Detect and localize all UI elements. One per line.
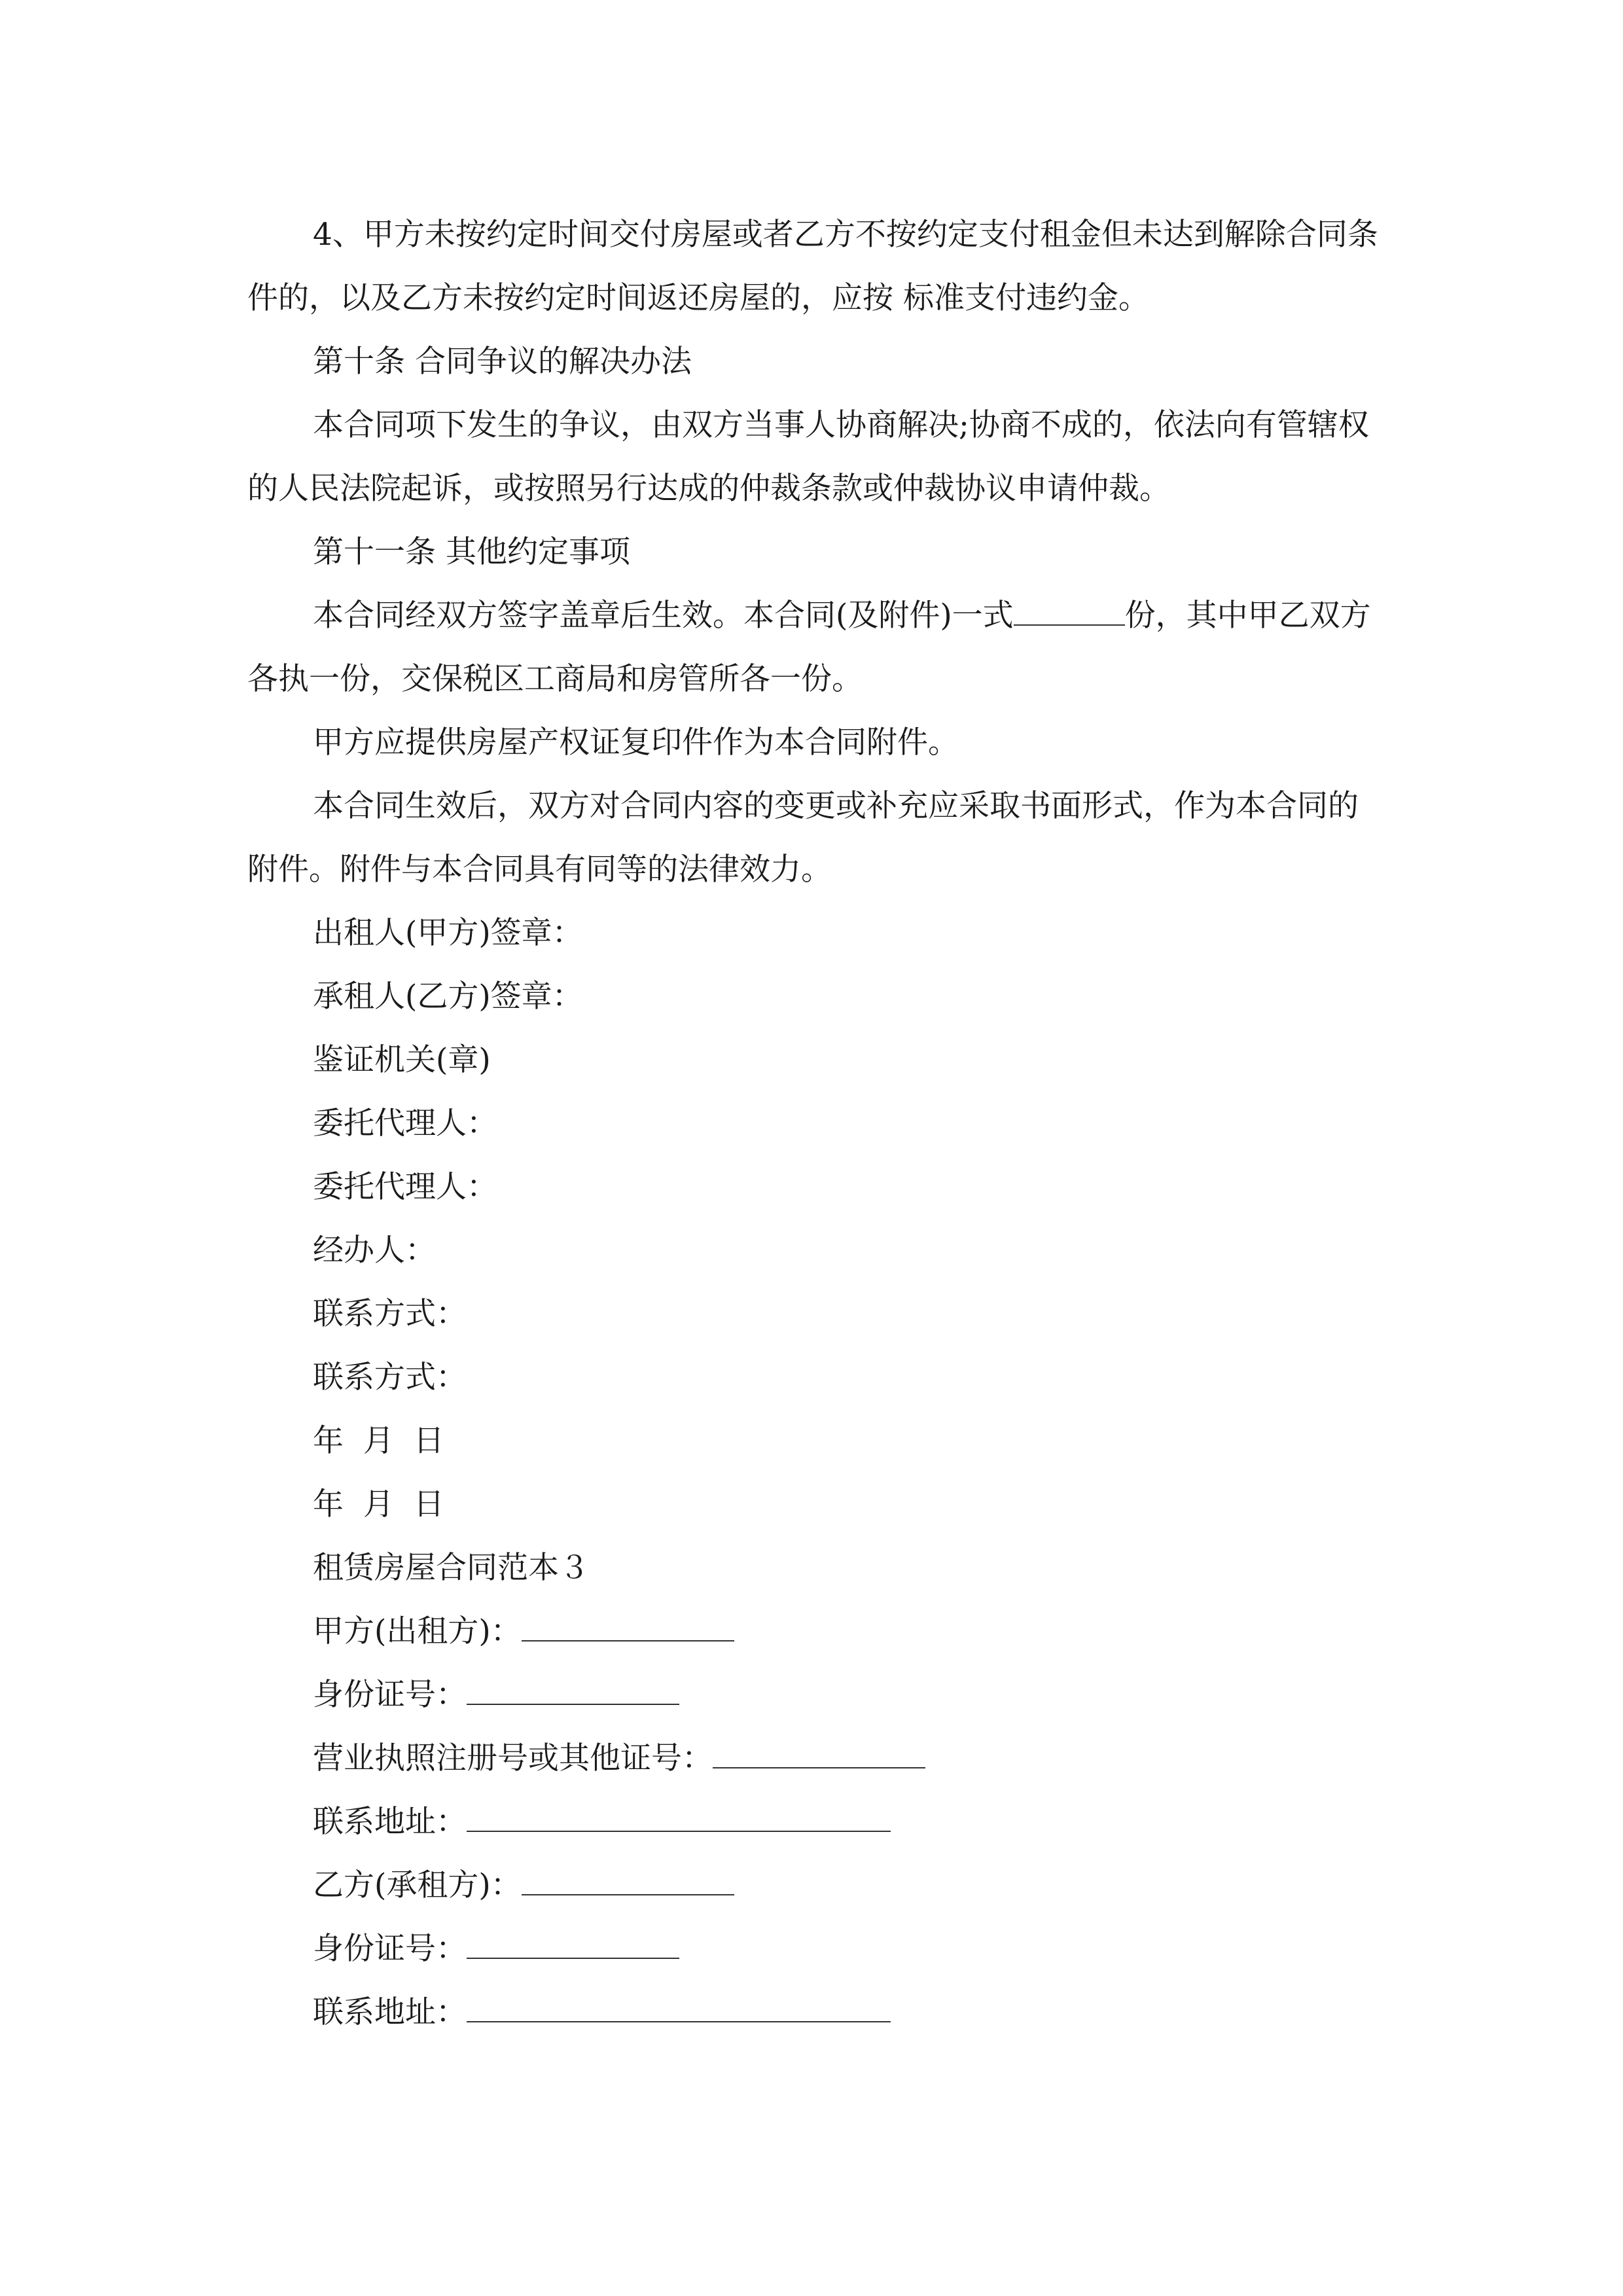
paragraph-attachment: 甲方应提供房屋产权证复印件作为本合同附件。 [313,725,959,761]
paragraph-amendment: 本合同生效后，双方对合同内容的变更或补充应采取书面形式，作为本合同的附件。附件与本合同具有同等的法律效力。 [247,788,1359,888]
lessor-signature-label: 出租人(甲方)签章： [313,915,583,951]
effectiveness-text-b: 份，其中甲乙双方各执一份，交保税区工商局和房管所各一份。 [247,598,1371,697]
heading-article-11: 第十一条 其他约定事项 [313,534,630,570]
party-b-id-blank [467,1933,679,1959]
handler-label: 经办人： [313,1232,436,1268]
lessee-signature-label: 承租人(乙方)签章： [313,978,583,1014]
party-b-id-field [247,1917,1380,1981]
authentication-authority-label: 鉴证机关(章) [313,1042,491,1078]
contact-label-1: 联系方式： [313,1296,467,1332]
party-a-address-field [247,1790,1380,1854]
copies-blank [1014,600,1125,626]
paragraph-breach-penalty: 4、甲方未按约定时间交付房屋或者乙方不按约定支付租金但未达到解除合同条件的，以及乙方未按约定时间返还房屋的，应按 标准支付违约金。 [247,217,1378,316]
contact-label-2: 联系方式： [313,1359,467,1395]
party-b-blank [522,1869,734,1895]
party-a-id-blank [467,1679,679,1705]
party-a-address-label: 联系地址： [313,1804,467,1840]
party-b-id-label: 身份证号： [313,1931,467,1967]
party-a-label: 甲方(出租方)： [313,1613,522,1649]
agent-label-1: 委托代理人： [313,1105,497,1141]
date-label-2: 年 月 日 [313,1486,444,1522]
paragraph-dispute-resolution: 本合同项下发生的争议，由双方当事人协商解决;协商不成的，依法向有管辖权的人民法院起诉，或按照另行达成的仲裁条款或仲裁协议申请仲裁。 [247,407,1369,507]
license-label: 营业执照注册号或其他证号： [313,1740,713,1776]
license-field [247,1727,1380,1790]
party-b-address-blank [467,1996,891,2022]
heading-article-10: 第十条 合同争议的解决办法 [313,344,692,380]
party-a-blank [522,1615,734,1641]
document-body [247,203,1380,2044]
party-b-address-label: 联系地址： [313,1994,467,2030]
party-a-field [247,1600,1380,1663]
party-b-label: 乙方(承租方)： [313,1867,522,1903]
paragraph-effectiveness [247,584,1380,711]
party-a-id-label: 身份证号： [313,1677,467,1713]
party-a-id-field [247,1663,1380,1727]
license-blank [713,1742,925,1768]
party-b-address-field [247,1981,1380,2044]
section-title-template-3: 租赁房屋合同范本３ [313,1550,590,1586]
date-label-1: 年 月 日 [313,1423,444,1459]
party-a-address-blank [467,1806,891,1832]
effectiveness-text-a: 本合同经双方签字盖章后生效。本合同(及附件)一式 [313,598,1014,634]
agent-label-2: 委托代理人： [313,1169,497,1205]
party-b-field [247,1854,1380,1917]
